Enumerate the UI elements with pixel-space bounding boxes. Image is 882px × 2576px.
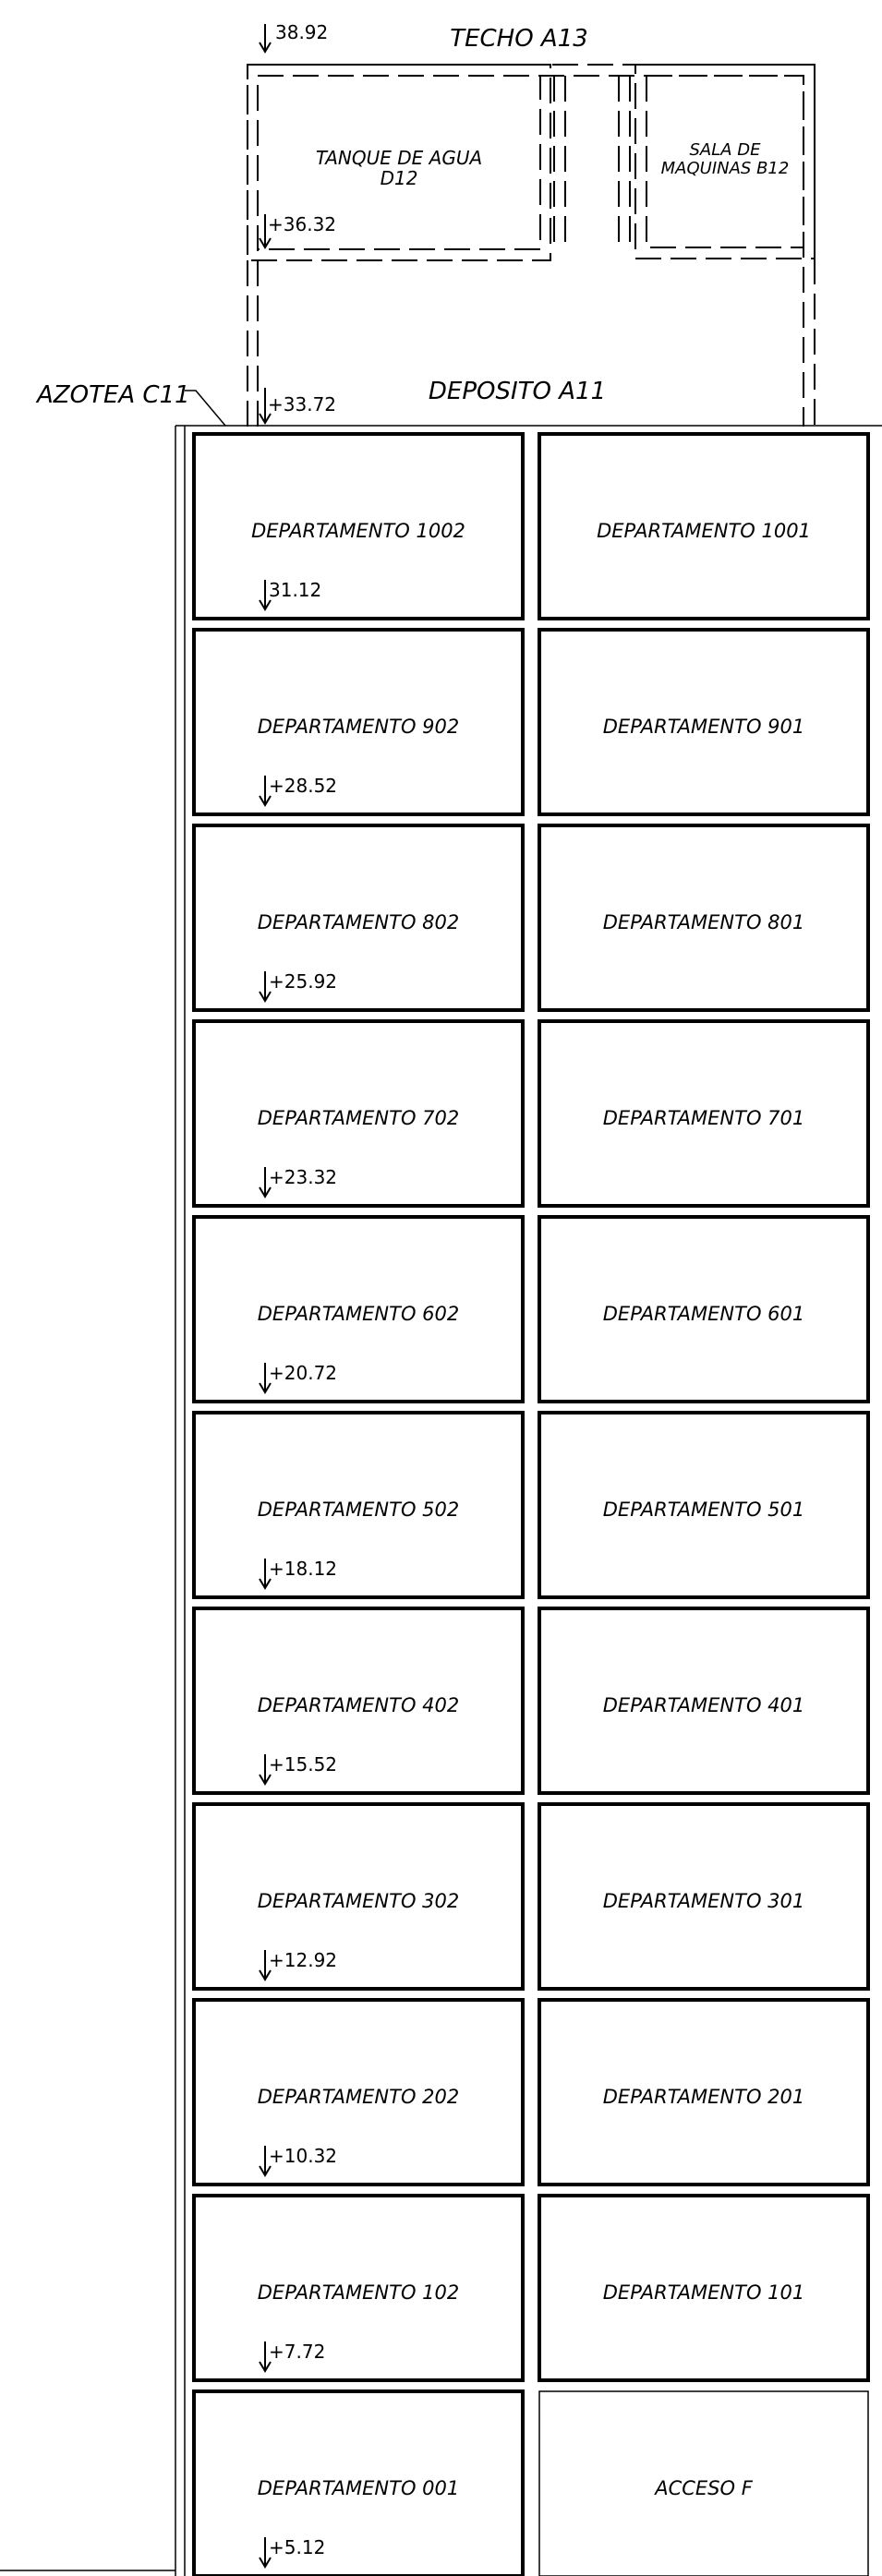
level-text: +10.32 xyxy=(269,2145,338,2167)
tank-level-marker xyxy=(260,213,336,247)
floor-row xyxy=(194,2196,868,2380)
unit-label-right: ACCESO F xyxy=(655,2477,753,2499)
level-text: +18.12 xyxy=(269,1558,338,1580)
roof-title: TECHO A13 xyxy=(450,25,588,53)
unit-label-right: DEPARTAMENTO 501 xyxy=(602,1499,805,1521)
unit-label-right: DEPARTAMENTO 301 xyxy=(602,1890,805,1912)
tank-label-line2: D12 xyxy=(380,167,418,189)
unit-label-left: DEPARTAMENTO 802 xyxy=(257,911,460,933)
deposit-level-marker xyxy=(260,388,336,423)
floor-row xyxy=(194,1804,868,1989)
unit-label-left: DEPARTAMENTO 602 xyxy=(257,1303,460,1325)
unit-label-left: DEPARTAMENTO 502 xyxy=(257,1499,460,1521)
level-text: +20.72 xyxy=(269,1362,338,1384)
roof-inner-outline xyxy=(258,76,803,427)
level-text: +25.92 xyxy=(269,970,338,993)
tank-label-line1: TANQUE DE AGUA xyxy=(315,147,483,169)
roof-structure xyxy=(248,65,815,427)
floor-row xyxy=(194,434,868,619)
unit-label-right: DEPARTAMENTO 401 xyxy=(602,1694,805,1716)
floor-row xyxy=(194,2391,868,2576)
floor-row xyxy=(194,2000,868,2185)
level-text: +5.12 xyxy=(269,2536,326,2558)
terrace-leader xyxy=(185,391,225,426)
unit-label-left: DEPARTAMENTO 102 xyxy=(257,2281,460,2304)
unit-label-left: DEPARTAMENTO 402 xyxy=(257,1694,460,1716)
floor-row xyxy=(194,1021,868,1206)
top-level-text: 38.92 xyxy=(275,21,329,43)
floor-row xyxy=(194,1608,868,1793)
level-text: 31.12 xyxy=(269,579,322,601)
floor-row xyxy=(194,1413,868,1597)
deposit-label: DEPOSITO A11 xyxy=(428,378,607,405)
roof-labels xyxy=(35,21,789,423)
tank-level-text: +36.32 xyxy=(268,213,337,235)
unit-label-right: DEPARTAMENTO 601 xyxy=(602,1303,805,1325)
floor-row xyxy=(194,1217,868,1402)
unit-label-left: DEPARTAMENTO 1002 xyxy=(251,520,465,542)
roof-outline xyxy=(248,65,815,427)
unit-label-left: DEPARTAMENTO 902 xyxy=(257,716,460,738)
unit-label-right: DEPARTAMENTO 201 xyxy=(602,2086,805,2108)
unit-label-left: DEPARTAMENTO 702 xyxy=(257,1107,460,1129)
machine-label-line2: MAQUINAS B12 xyxy=(660,159,790,178)
unit-label-left: DEPARTAMENTO 302 xyxy=(257,1890,460,1912)
deposit-level-text: +33.72 xyxy=(268,393,337,415)
level-text: +12.92 xyxy=(269,1949,338,1971)
level-text: +23.32 xyxy=(269,1166,338,1188)
unit-label-right: DEPARTAMENTO 101 xyxy=(602,2281,805,2304)
unit-label-right: DEPARTAMENTO 701 xyxy=(602,1107,805,1129)
level-text: +15.52 xyxy=(269,1753,338,1776)
top-level-marker xyxy=(260,21,328,52)
machine-label-line1: SALA DE xyxy=(689,140,761,160)
floor-row xyxy=(194,630,868,814)
shaft-walls xyxy=(554,76,630,249)
unit-label-left: DEPARTAMENTO 202 xyxy=(257,2086,460,2108)
unit-label-right: DEPARTAMENTO 801 xyxy=(602,911,805,933)
floors-group xyxy=(194,434,868,2576)
level-text: +7.72 xyxy=(269,2341,326,2363)
floor-row xyxy=(194,825,868,1010)
unit-label-left: DEPARTAMENTO 001 xyxy=(257,2477,460,2499)
level-text: +28.52 xyxy=(269,775,338,797)
unit-label-right: DEPARTAMENTO 1001 xyxy=(597,520,811,542)
terrace-label: AZOTEA C11 xyxy=(37,381,190,409)
unit-label-right: DEPARTAMENTO 901 xyxy=(602,716,805,738)
